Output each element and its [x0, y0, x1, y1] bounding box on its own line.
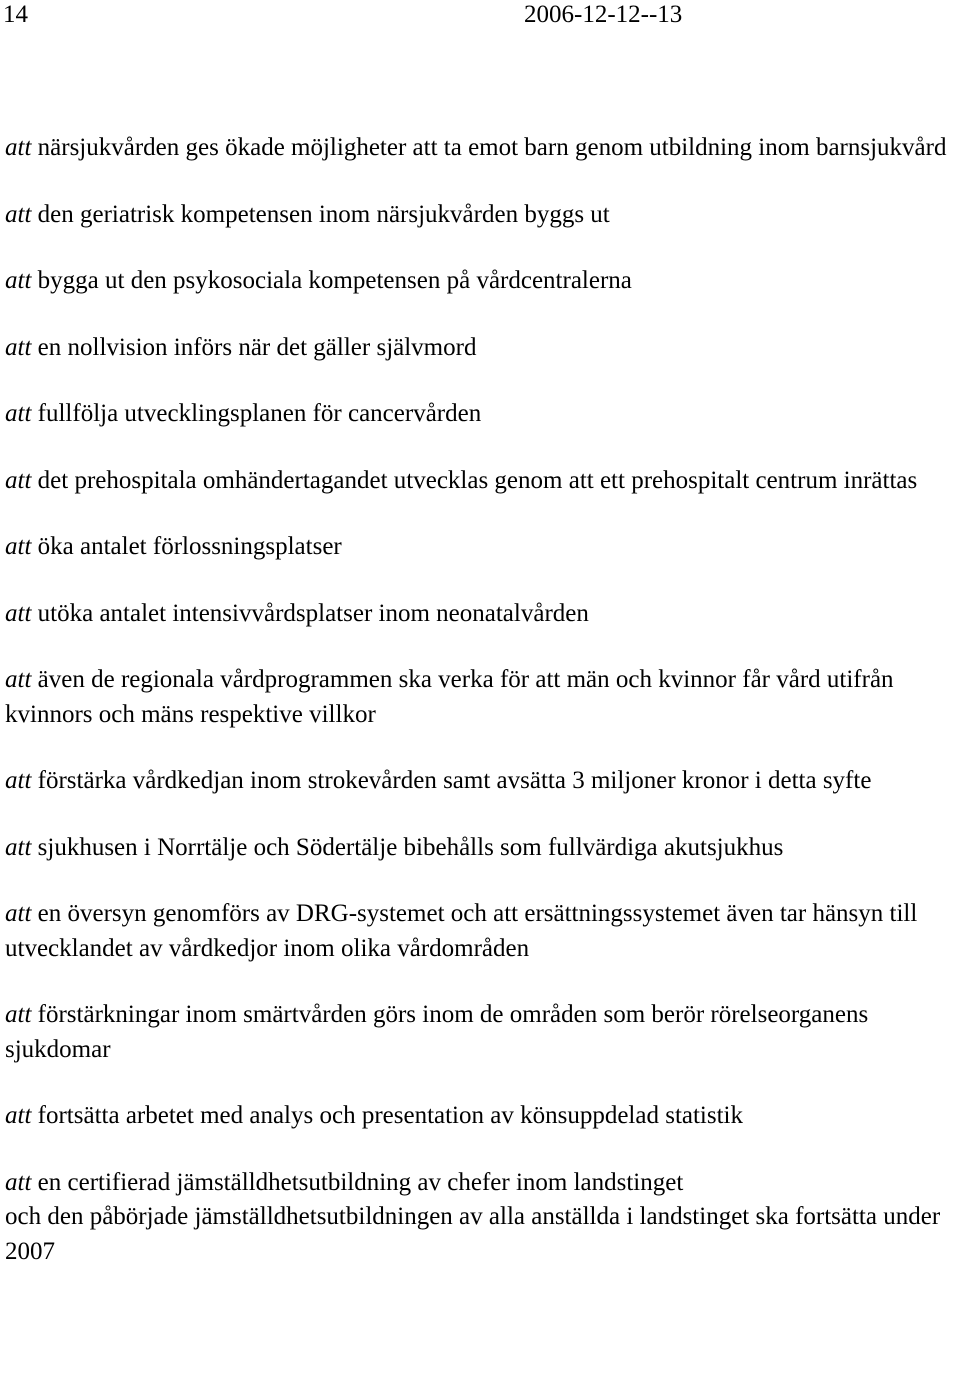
item-text: fortsätta arbetet med analys och presentation av könsuppdelad statistik [37, 1102, 744, 1129]
list-item [5, 331, 955, 366]
item-text: förstärka vårdkedjan inom strokevården samt avsätta 3 miljoner kronor i detta syfte [37, 767, 872, 794]
item-text: även de regionala vårdprogrammen ska verka för att män och kvinnor får vård utifrån kvinnors och mäns respektive villkor [5, 666, 894, 728]
item-lead-word: att [5, 466, 32, 494]
item-lead-word: att [5, 200, 32, 228]
item-lead-word: att [5, 1102, 32, 1129]
item-lead-word: att [5, 134, 32, 161]
item-lead-word: att [5, 333, 32, 361]
list-item [5, 131, 955, 166]
item-text: öka antalet förlossningsplatser [37, 533, 342, 560]
item-lead-word: att [5, 833, 32, 861]
item-text: en certifierad jämställdhetsutbildning av chefer inom landstinget [37, 1168, 684, 1196]
item-lead-word: att [5, 267, 32, 294]
item-lead-word: att [5, 599, 32, 627]
item-text: sjukhusen i Norrtälje och Södertälje bibehålls som fullvärdiga akutsjukhus [37, 833, 784, 861]
item-text: fullfölja utvecklingsplanen för cancervården [37, 400, 482, 427]
list-item [5, 198, 955, 233]
list-item [5, 464, 955, 499]
item-lead-word: att [5, 1001, 32, 1028]
list-item [5, 897, 955, 966]
list-item [5, 831, 955, 866]
list-item [5, 1166, 955, 1270]
item-text: förstärkningar inom smärtvården görs inom de områden som berör rörelseorganens sjukdomar [5, 1001, 869, 1063]
list-item [5, 597, 955, 632]
document-date: 2006-12-12--13 [524, 1, 683, 28]
item-text: en nollvision införs när det gäller självmord [37, 333, 477, 361]
item-text: bygga ut den psykosociala kompetensen på vårdcentralerna [37, 267, 632, 294]
list-item [5, 764, 955, 799]
item-text: det prehospitala omhändertagandet utvecklas genom att ett prehospitalt centrum inrättas [37, 466, 918, 494]
item-text: den geriatrisk kompetensen inom närsjukvården byggs ut [37, 200, 610, 228]
page-number: 14 [3, 1, 28, 28]
resolution-list [5, 131, 955, 1269]
list-item [5, 1099, 955, 1134]
item-lead-word: att [5, 533, 32, 560]
item-text: utöka antalet intensivvårdsplatser inom neonatalvården [37, 599, 589, 627]
item-continuation-text: och den påbörjade jämställdhetsutbildningen av alla anställda i landstinget ska fortsätta under 2007 [5, 1203, 941, 1265]
list-item [5, 264, 955, 299]
list-item [5, 998, 955, 1067]
item-lead-word: att [5, 666, 32, 693]
item-lead-word: att [5, 1168, 32, 1196]
item-lead-word: att [5, 900, 32, 927]
list-item [5, 663, 955, 732]
item-text: en översyn genomförs av DRG-systemet och att ersättningssystemet även tar hänsyn till utvecklandet av vårdkedjor inom olika vårdområden [5, 900, 918, 962]
page-header [0, 0, 960, 34]
item-lead-word: att [5, 767, 32, 794]
item-lead-word: att [5, 400, 32, 427]
item-text: närsjukvården ges ökade möjligheter att ta emot barn genom utbildning inom barnsjukvård [37, 134, 947, 161]
list-item [5, 397, 955, 432]
list-item [5, 530, 955, 565]
